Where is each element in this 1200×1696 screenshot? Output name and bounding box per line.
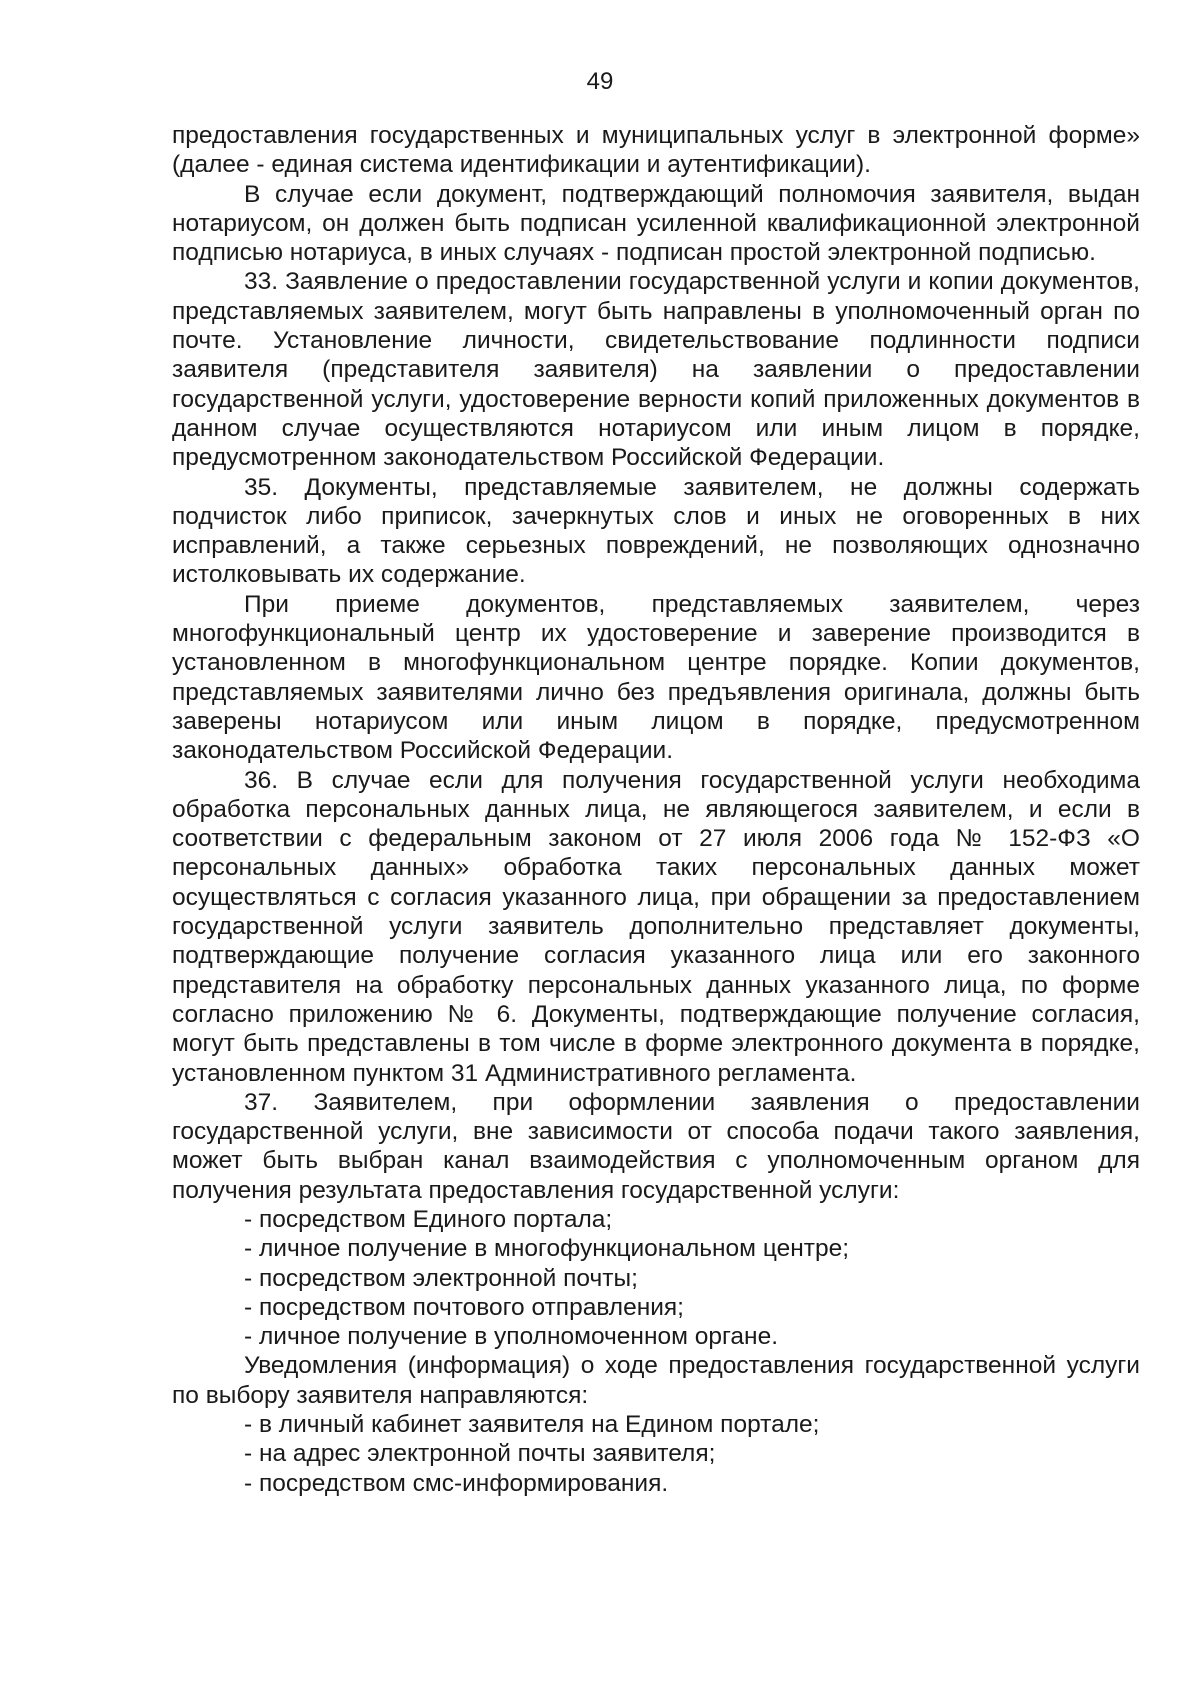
list-item: - посредством почтового отправления;	[244, 1293, 684, 1321]
list-item: - в личный кабинет заявителя на Едином портале;	[244, 1411, 820, 1439]
list-item: - личное получение в многофункциональном центре;	[244, 1235, 850, 1263]
document-body	[172, 121, 1140, 1498]
paragraph-notary-signature: В случае если документ, подтверждающий полномочия заявителя, выдан нотариусом, он должен быть подписан усиленной квалификационной электронной подписью нотариуса, в иных случаях - подписан простой электронной подписью.	[172, 180, 1140, 267]
paragraph-37: 37. Заявителем, при оформлении заявления о предоставлении государственной услуги, вне зависимости от способа подачи такого заявления, может быть выбран канал взаимодействия с уполномоченным органом для получения результата предоставления государственной услуги:	[172, 1088, 1140, 1204]
paragraph-36: 36. В случае если для получения государственной услуги необходима обработка персональных данных лица, не являющегося заявителем, и если в соответствии с федеральным законом от 27 июля 2006 года № 152-ФЗ «О персональных данных» обработка таких персональных данных может осуществляться с согласия указанного лица, при обращении за предоставлением государственной услуги заявитель дополнительно представляет документы, подтверждающие получение согласия указанного лица или его законного представителя на обработку персональных данных указанного лица, по форме согласно приложению № 6. Документы, подтверждающие получение согласия, могут быть представлены в том числе в форме электронного документа в порядке, установленном пунктом 31 Административного регламента.	[172, 766, 1140, 1087]
paragraph-35: 35. Документы, представляемые заявителем, не должны содержать подчисток либо приписок, зачеркнутых слов и иных не оговоренных в них исправлений, а также серьезных повреждений, не позволяющих однозначно истолковывать их содержание.	[172, 473, 1140, 589]
list-item: - посредством смс-информирования.	[244, 1469, 669, 1497]
list-item: - посредством электронной почты;	[244, 1264, 638, 1292]
list-item: - на адрес электронной почты заявителя;	[244, 1440, 716, 1468]
paragraph-mfc-documents: При приеме документов, представляемых заявителем, через многофункциональный центр их удостоверение и заверение производится в установленном в многофункциональном центре порядке. Копии документов, представляемых заявителями лично без предъявления оригинала, должны быть заверены нотариусом или иным лицом в порядке, предусмотренном законодательством Российской Федерации.	[172, 590, 1140, 765]
list-item: - личное получение в уполномоченном органе.	[244, 1323, 779, 1351]
paragraph-continuation: предоставления государственных и муниципальных услуг в электронной форме» (далее - единая система идентификации и аутентификации).	[172, 122, 1140, 179]
list-item: - посредством Единого портала;	[244, 1205, 613, 1233]
page-number: 49	[586, 68, 614, 95]
paragraph-33: 33. Заявление о предоставлении государственной услуги и копии документов, представляемых заявителем, могут быть направлены в уполномоченный орган по почте. Установление личности, свидетельствование подлинности подписи заявителя (представителя заявителя) на заявлении о предоставлении государственной услуги, удостоверение верности копий приложенных документов в данном случае осуществляются нотариусом или иным лицом в порядке, предусмотренном законодательством Российской Федерации.	[172, 268, 1140, 472]
paragraph-notifications: Уведомления (информация) о ходе предоставления государственной услуги по выбору заявителя направляются:	[172, 1352, 1140, 1409]
